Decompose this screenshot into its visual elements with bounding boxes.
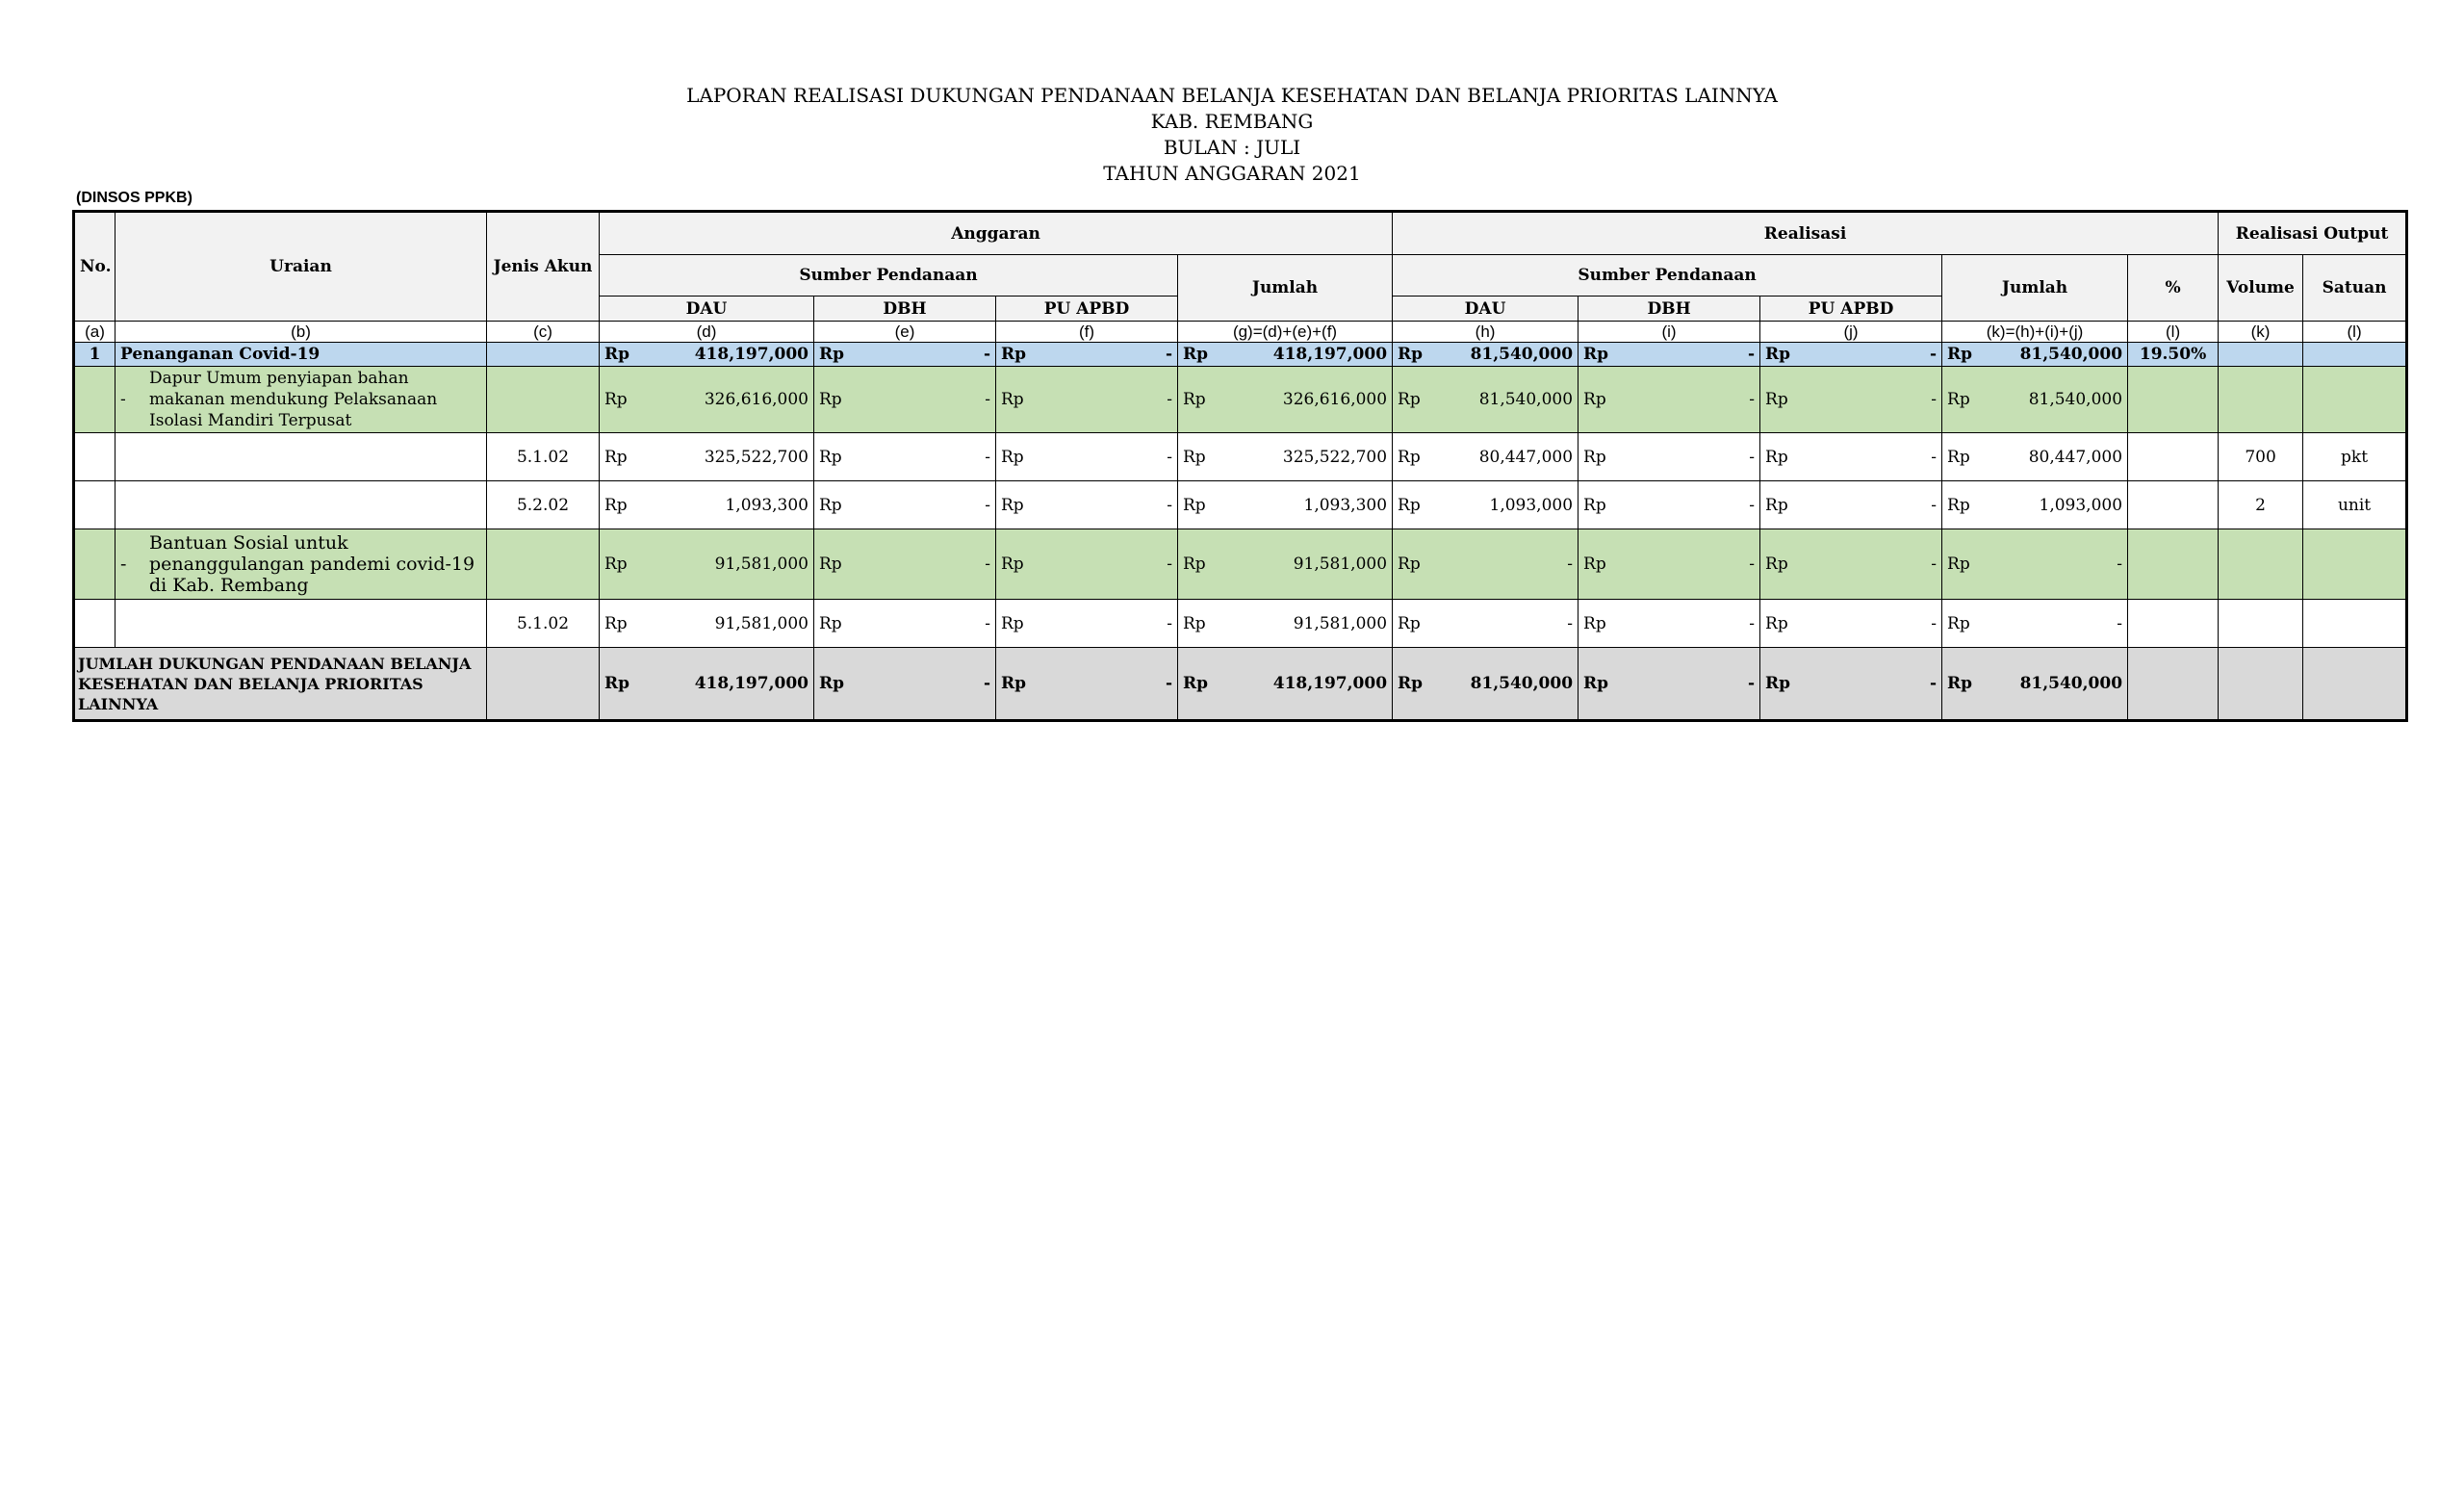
row-pu-anggaran: Rp - [996, 600, 1178, 648]
row-no [74, 600, 116, 648]
row-volume [2219, 529, 2303, 600]
section-row [74, 343, 2407, 367]
total-row [74, 648, 2407, 721]
row-jumlah-realisasi: Rp 80,447,000 [1942, 433, 2128, 481]
row-dau-anggaran: Rp 1,093,300 [600, 481, 814, 529]
row-volume: 700 [2219, 433, 2303, 481]
report-year: TAHUN ANGGARAN 2021 [1103, 162, 1361, 185]
row-jumlah-realisasi: Rp 1,093,000 [1942, 481, 2128, 529]
row-dbh-anggaran: Rp - [814, 433, 996, 481]
total-jumlah-anggaran: Rp 418,197,000 [1178, 648, 1393, 721]
row-pu-anggaran: Rp - [996, 481, 1178, 529]
header-dau-anggaran: DAU [600, 297, 814, 322]
row-akun [487, 529, 600, 600]
section-dau-anggaran: Rp 418,197,000 [600, 343, 814, 367]
activity-row [74, 529, 2407, 600]
row-dbh-realisasi: Rp - [1578, 600, 1760, 648]
col-letter: (g)=(d)+(e)+(f) [1178, 322, 1393, 343]
row-satuan [2303, 600, 2407, 648]
row-dbh-realisasi: Rp - [1578, 481, 1760, 529]
row-dau-realisasi: Rp - [1393, 529, 1578, 600]
row-jumlah-anggaran: Rp 91,581,000 [1178, 600, 1393, 648]
header-jumlah-realisasi: Jumlah [1942, 255, 2128, 322]
row-description [116, 433, 487, 481]
col-letter: (c) [487, 322, 600, 343]
header-sumber-pendanaan-anggaran: Sumber Pendanaan [600, 255, 1178, 297]
section-dbh-realisasi: Rp - [1578, 343, 1760, 367]
header-percent: % [2128, 255, 2219, 322]
header-dau-realisasi: DAU [1393, 297, 1578, 322]
total-volume [2219, 648, 2303, 721]
col-letter: (j) [1760, 322, 1942, 343]
section-jumlah-anggaran: Rp 418,197,000 [1178, 343, 1393, 367]
header-jenis-akun: Jenis Akun [487, 212, 600, 322]
row-pu-realisasi: Rp - [1760, 529, 1942, 600]
row-description: - Bantuan Sosial untuk penanggulangan pandemi covid-19 di Kab. Rembang [116, 529, 487, 600]
column-letter-row [74, 322, 2407, 343]
row-akun [487, 367, 600, 433]
row-satuan: unit [2303, 481, 2407, 529]
header-dbh-realisasi: DBH [1578, 297, 1760, 322]
total-dbh-realisasi: Rp - [1578, 648, 1760, 721]
total-akun [487, 648, 600, 721]
row-volume [2219, 600, 2303, 648]
col-letter: (d) [600, 322, 814, 343]
col-letter: (a) [74, 322, 116, 343]
total-pu-anggaran: Rp - [996, 648, 1178, 721]
total-percent [2128, 648, 2219, 721]
row-no [74, 367, 116, 433]
row-dbh-anggaran: Rp - [814, 529, 996, 600]
header-sumber-pendanaan-realisasi: Sumber Pendanaan [1393, 255, 1942, 297]
row-dau-anggaran: Rp 91,581,000 [600, 529, 814, 600]
row-dau-anggaran: Rp 91,581,000 [600, 600, 814, 648]
row-pu-realisasi: Rp - [1760, 367, 1942, 433]
section-dau-realisasi: Rp 81,540,000 [1393, 343, 1578, 367]
row-jumlah-anggaran: Rp 1,093,300 [1178, 481, 1393, 529]
total-dbh-anggaran: Rp - [814, 648, 996, 721]
header-puapbd-anggaran: PU APBD [996, 297, 1178, 322]
row-pu-realisasi: Rp - [1760, 481, 1942, 529]
col-letter: (l) [2303, 322, 2407, 343]
col-letter: (k)=(h)+(i)+(j) [1942, 322, 2128, 343]
total-pu-realisasi: Rp - [1760, 648, 1942, 721]
section-akun [487, 343, 600, 367]
col-letter: (h) [1393, 322, 1578, 343]
activity-row [74, 367, 2407, 433]
row-percent [2128, 433, 2219, 481]
row-volume: 2 [2219, 481, 2303, 529]
row-dau-anggaran: Rp 325,522,700 [600, 433, 814, 481]
total-label: JUMLAH DUKUNGAN PENDANAAN BELANJA KESEHATAN DAN BELANJA PRIORITAS LAINNYA [74, 648, 487, 721]
header-anggaran: Anggaran [600, 212, 1393, 255]
section-volume [2219, 343, 2303, 367]
account-row [74, 600, 2407, 648]
total-dau-realisasi: Rp 81,540,000 [1393, 648, 1578, 721]
row-dau-realisasi: Rp 81,540,000 [1393, 367, 1578, 433]
section-dbh-anggaran: Rp - [814, 343, 996, 367]
row-pu-realisasi: Rp - [1760, 600, 1942, 648]
col-letter: (f) [996, 322, 1178, 343]
row-pu-anggaran: Rp - [996, 529, 1178, 600]
row-jumlah-realisasi: Rp - [1942, 529, 2128, 600]
row-jumlah-anggaran: Rp 326,616,000 [1178, 367, 1393, 433]
header-satuan: Satuan [2303, 255, 2407, 322]
total-satuan [2303, 648, 2407, 721]
section-pu-anggaran: Rp - [996, 343, 1178, 367]
report-title: LAPORAN REALISASI DUKUNGAN PENDANAAN BELANJA KESEHATAN DAN BELANJA PRIORITAS LAINNYA [686, 84, 1778, 107]
row-percent [2128, 481, 2219, 529]
header-no: No. [74, 212, 116, 322]
section-pu-realisasi: Rp - [1760, 343, 1942, 367]
row-pu-anggaran: Rp - [996, 433, 1178, 481]
report-title-block [0, 83, 2464, 187]
col-letter: (b) [116, 322, 487, 343]
row-no [74, 433, 116, 481]
account-row [74, 433, 2407, 481]
col-letter: (k) [2219, 322, 2303, 343]
header-realisasi-output: Realisasi Output [2219, 212, 2407, 255]
header-realisasi: Realisasi [1393, 212, 2219, 255]
row-percent [2128, 600, 2219, 648]
row-percent [2128, 367, 2219, 433]
report-month: BULAN : JULI [1163, 136, 1301, 159]
row-jumlah-anggaran: Rp 91,581,000 [1178, 529, 1393, 600]
report-table [72, 210, 2408, 722]
row-dau-realisasi: Rp 80,447,000 [1393, 433, 1578, 481]
row-dbh-realisasi: Rp - [1578, 433, 1760, 481]
col-letter: (i) [1578, 322, 1760, 343]
col-letter: (l) [2128, 322, 2219, 343]
row-description: - Dapur Umum penyiapan bahan makanan mendukung Pelaksanaan Isolasi Mandiri Terpusat [116, 367, 487, 433]
row-satuan: pkt [2303, 433, 2407, 481]
report-region: KAB. REMBANG [1150, 110, 1314, 133]
row-no [74, 529, 116, 600]
section-label: Penanganan Covid-19 [116, 343, 487, 367]
row-dbh-anggaran: Rp - [814, 481, 996, 529]
row-satuan [2303, 367, 2407, 433]
row-dbh-anggaran: Rp - [814, 600, 996, 648]
row-dbh-anggaran: Rp - [814, 367, 996, 433]
header-uraian: Uraian [116, 212, 487, 322]
row-description [116, 600, 487, 648]
row-dau-realisasi: Rp - [1393, 600, 1578, 648]
header-volume: Volume [2219, 255, 2303, 322]
section-percent: 19.50% [2128, 343, 2219, 367]
row-dbh-realisasi: Rp - [1578, 529, 1760, 600]
total-jumlah-realisasi: Rp 81,540,000 [1942, 648, 2128, 721]
section-satuan [2303, 343, 2407, 367]
row-pu-anggaran: Rp - [996, 367, 1178, 433]
row-dau-anggaran: Rp 326,616,000 [600, 367, 814, 433]
row-satuan [2303, 529, 2407, 600]
row-pu-realisasi: Rp - [1760, 433, 1942, 481]
header-jumlah-anggaran: Jumlah [1178, 255, 1393, 322]
row-dbh-realisasi: Rp - [1578, 367, 1760, 433]
row-akun: 5.2.02 [487, 481, 600, 529]
row-akun: 5.1.02 [487, 600, 600, 648]
row-jumlah-realisasi: Rp 81,540,000 [1942, 367, 2128, 433]
total-dau-anggaran: Rp 418,197,000 [600, 648, 814, 721]
row-dau-realisasi: Rp 1,093,000 [1393, 481, 1578, 529]
section-no: 1 [74, 343, 116, 367]
row-percent [2128, 529, 2219, 600]
department-label: (DINSOS PPKB) [76, 190, 192, 206]
col-letter: (e) [814, 322, 996, 343]
header-dbh-anggaran: DBH [814, 297, 996, 322]
row-description [116, 481, 487, 529]
header-puapbd-realisasi: PU APBD [1760, 297, 1942, 322]
row-jumlah-realisasi: Rp - [1942, 600, 2128, 648]
row-volume [2219, 367, 2303, 433]
section-jumlah-realisasi: Rp 81,540,000 [1942, 343, 2128, 367]
row-no [74, 481, 116, 529]
row-akun: 5.1.02 [487, 433, 600, 481]
account-row [74, 481, 2407, 529]
row-jumlah-anggaran: Rp 325,522,700 [1178, 433, 1393, 481]
